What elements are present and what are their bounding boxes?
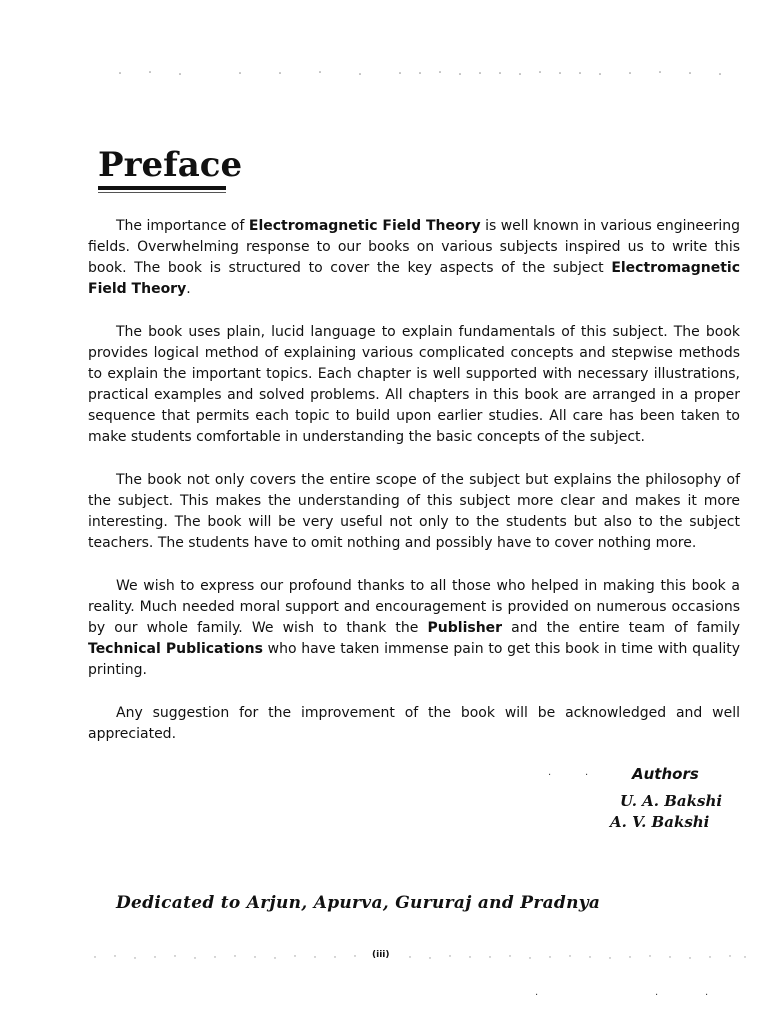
paragraph-1-text-c: . [186,281,191,297]
paragraph-4 [88,576,740,681]
scan-mark: · [535,990,539,1001]
authors-label: Authors [632,765,699,783]
author-name-2: A. V. Bakshi [610,813,710,831]
dedication-line: Dedicated to Arjun, Apurva, Gururaj and Pradnya [116,893,601,913]
paragraph-1-text-b: is well known in various engineering fields. Overwhelming response to our books on various subjects inspired us to write this book. The book is structured to cover the key aspects of the subject [88,218,741,276]
heading-underline [98,186,226,190]
scan-mark: · [585,770,589,781]
paragraph-4-bold-a: Publisher [427,620,503,636]
scan-mark: · [655,990,659,1001]
paragraph-4-text-c: who have taken immense pain to get this book in time with quality printing. [88,641,741,678]
page-title: Preface [98,145,243,185]
paragraph-1-bold-b: Electromagnetic Field Theory [88,260,740,297]
paragraph-3: The book not only covers the entire scope of the subject but explains the philosophy of the subject. This makes the understanding of this subject more clear and makes it more interesting. The book will be very useful not only to the students but also to the subject teachers. The students have to omit nothing and possibly have to cover nothing more. [88,472,740,551]
paragraph-4-text-b: and the entire team of family [502,620,740,636]
author-name-1: U. A. Bakshi [620,792,723,810]
paragraph-1-text-a: The importance of [116,218,249,234]
paragraph-4-text-a: We wish to express our profound thanks to all those who helped in making this book a reality. Much needed moral support and encouragement is provided on numerous occasions by our whole family. We wish to thank the [88,578,740,636]
paragraph-2: The book uses plain, lucid language to explain fundamentals of this subject. The book provides logical method of explaining various complicated concepts and stepwise methods to explain the important topics. Each chapter is well supported with necessary illustrations, practical examples and solved problems. All chapters in this book are arranged in a proper sequence that permits each topic to build upon earlier studies. All care has been taken to make students comfortable in understanding the basic concepts of the subject. [88,324,740,445]
preface-heading-block [98,146,242,184]
paragraph-1-bold-a: Electromagnetic Field Theory [248,218,481,234]
paragraph-1 [88,216,740,300]
paragraph-5: Any suggestion for the improvement of the book will be acknowledged and well appreciated. [88,705,740,742]
scan-noise-top [110,68,740,78]
paragraph-4-bold-b: Technical Publications [88,641,263,657]
heading-underline-thin [98,192,226,193]
page-number: (iii) [372,950,390,960]
scan-mark: · [548,770,552,781]
scan-mark: · [705,990,709,1001]
scan-noise-footer [90,950,750,964]
